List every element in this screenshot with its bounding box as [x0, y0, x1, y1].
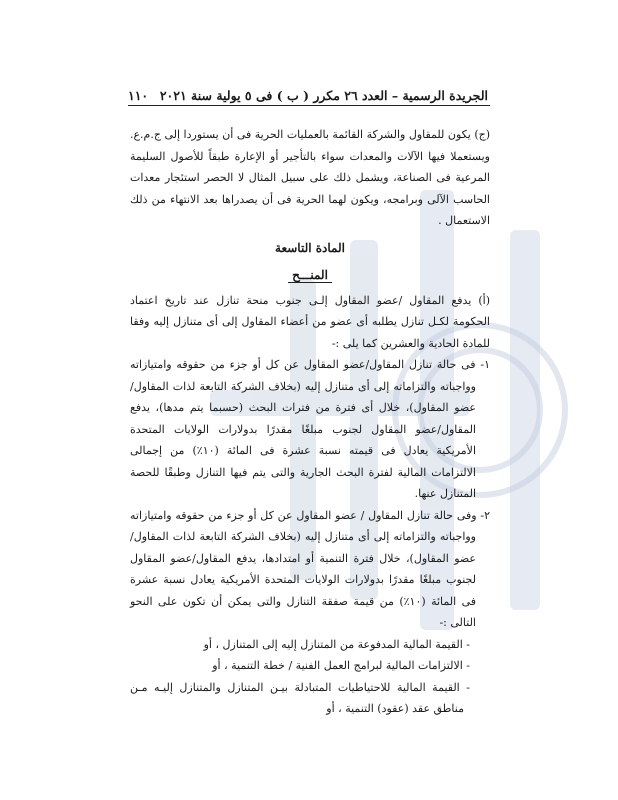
page-header: [128, 88, 488, 103]
section-title-wrap: [130, 265, 490, 287]
bullet-item: - الالتزامات المالية لبرامج العمل الفنية / خطة التنمية ، أو: [212, 659, 470, 672]
article-title: المادة التاسعة: [275, 240, 345, 255]
running-title: الجريدة الرسمية – العدد ٢٦ مكرر ( ب ) فى ٥ يولية سنة ٢٠٢١: [159, 88, 488, 103]
page-body: [130, 124, 490, 720]
list-item-1: ١- فى حالة تنازل المقاول/عضو المقاول عن كل أو جزء من حقوقه وامتيازاته وواجباته والتزاماته إلى أى متنازل إليه (بخلاف الشركة التابعة لذات المقاول/عضو المقاول)، خلال أى فترة من فترات البحث (حسبما يتم مدها)، يدفع المقاول/عضو المقاول لجنوب مبلغًا مقدرًا بدولارات الولايات المتحدة الأمريكية يعادل فى قيمته نسبة عشرة فى المائة (١٠٪) من إجمالى الالتزامات المالية لفترة البحث الجارية والتى يتم فيها التنازل وطبقًا للحصة المتنازل عنها.: [130, 358, 490, 500]
bullet-item: - القيمة المالية المدفوعة من المتنازل إليه إلى المتنازل ، أو: [203, 637, 470, 651]
page-number: ١١٠: [128, 88, 149, 103]
list-item-2: ٢- وفى حالة تنازل المقاول / عضو المقاول عن كل أو جزء من حقوقه وامتيازاته وواجباته والتزاماته إلى أى متنازل إليه (بخلاف الشركة التابعة لذات المقاول/عضو المقاول)، خلال فترة التنمية أو امتدادها، يدفع المقاول/عضو المقاول لجنوب مبلغًا مقدرًا بدولارات الولايات المتحدة الأمريكية يعادل نسبة عشرة فى المائة (١٠٪) من قيمة صفقة التنازل والتى يمكن أن تكون على النحو التالى :-: [130, 508, 490, 629]
paragraph-a: (أ) يدفع المقاول /عضو المقاول إلـى جنوب منحة تنازل عند تاريخ اعتماد الحكومة لكـل تنازل يطلبه أى عضو من أعضاء المقاول إلى أى متنازل إليه وفقا للمادة الحادية والعشرين كما يلى :-: [130, 293, 490, 350]
paragraph-j: (ج) يكون للمقاول والشركة القائمة بالعمليات الحرية فى أن يستوردا إلى ج.م.ع. ويستعملا فيها الآلات والمعدات سواء بالتأجير أو الإعارة طبقاً للأصول السليمة المرعية فى الصناعة، ويشمل ذلك على سبيل المثال لا الحصر استئجار معدات الحاسب الآلى وبرامجه، ويكون لهما الحرية فى أن يصدراها بعد الانتهاء من ذلك الاستعمال .: [130, 128, 490, 227]
section-title: المنـــح: [288, 268, 332, 283]
bullet-item: - القيمة المالية للاحتياطيات المتبادلة بيـن المتنازل والمتنازل إليـه مـن مناطق عقد (عقود) التنمية ، أو: [130, 680, 470, 715]
header-rule: [128, 105, 490, 106]
